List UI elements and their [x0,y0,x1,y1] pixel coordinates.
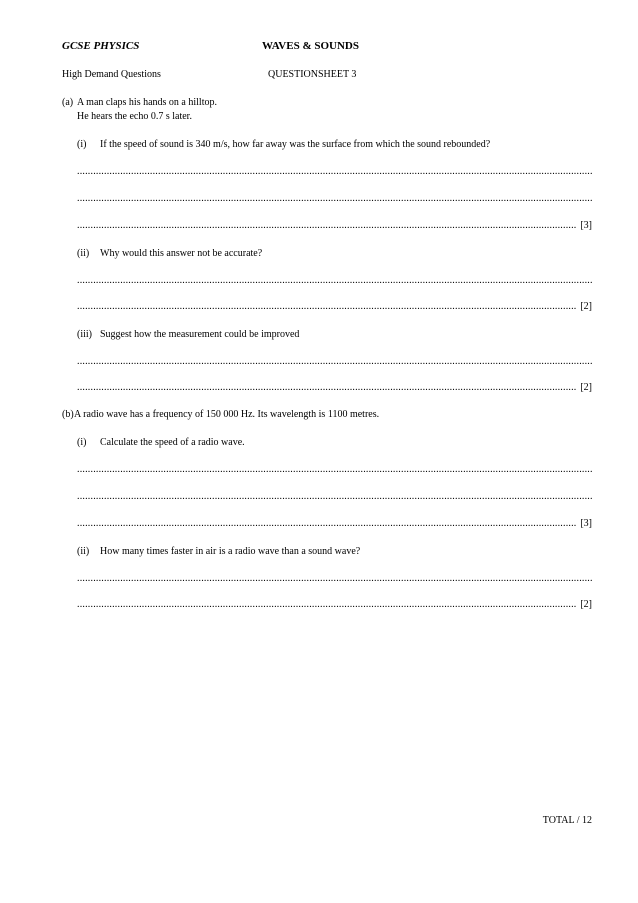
marks-badge: [2] [580,301,592,312]
total-marks: TOTAL / 12 [542,815,592,826]
level-label: High Demand Questions [62,69,161,80]
question-a-iii-text: Suggest how the measurement could be improved [100,329,300,340]
question-b-stem: A radio wave has a frequency of 150 000 Hz. Its wavelength is 1100 metres. [74,409,380,420]
answer-line[interactable] [77,573,592,585]
answer-line[interactable] [77,599,577,611]
question-b-ii-text: How many times faster in air is a radio wave than a sound wave? [100,546,361,557]
question-a-i-number: (i) [77,139,87,150]
answer-line[interactable] [77,491,592,503]
marks-badge: [2] [580,599,592,610]
marks-badge: [3] [580,518,592,529]
question-a-iii-number: (iii) [77,329,92,340]
question-b-ii-number: (ii) [77,546,90,557]
answer-line[interactable] [77,464,592,476]
marks-badge: [3] [580,220,592,231]
question-a-stem-line1: A man claps his hands on a hilltop. [77,97,217,108]
question-a-ii-text: Why would this answer not be accurate? [100,248,263,259]
answer-line[interactable] [77,166,592,178]
subject-title: GCSE PHYSICS [62,40,140,52]
question-a-label: (a) [62,97,74,108]
answer-line[interactable] [77,193,592,205]
answer-line[interactable] [77,382,577,394]
question-b-i-text: Calculate the speed of a radio wave. [100,437,245,448]
question-a-i-text: If the speed of sound is 340 m/s, how far away was the surface from which the sound rebounded? [100,139,491,150]
answer-line[interactable] [77,518,577,530]
answer-line[interactable] [77,275,592,287]
question-a-ii-number: (ii) [77,248,90,259]
answer-line[interactable] [77,356,592,368]
answer-line[interactable] [77,220,577,232]
answer-line[interactable] [77,301,577,313]
question-b-i-number: (i) [77,437,87,448]
marks-badge: [2] [580,382,592,393]
sheet-label: QUESTIONSHEET 3 [268,69,357,80]
question-a-stem-line2: He hears the echo 0.7 s later. [77,111,192,122]
question-b-label: (b) [62,409,74,420]
topic-title: WAVES & SOUNDS [262,40,359,52]
